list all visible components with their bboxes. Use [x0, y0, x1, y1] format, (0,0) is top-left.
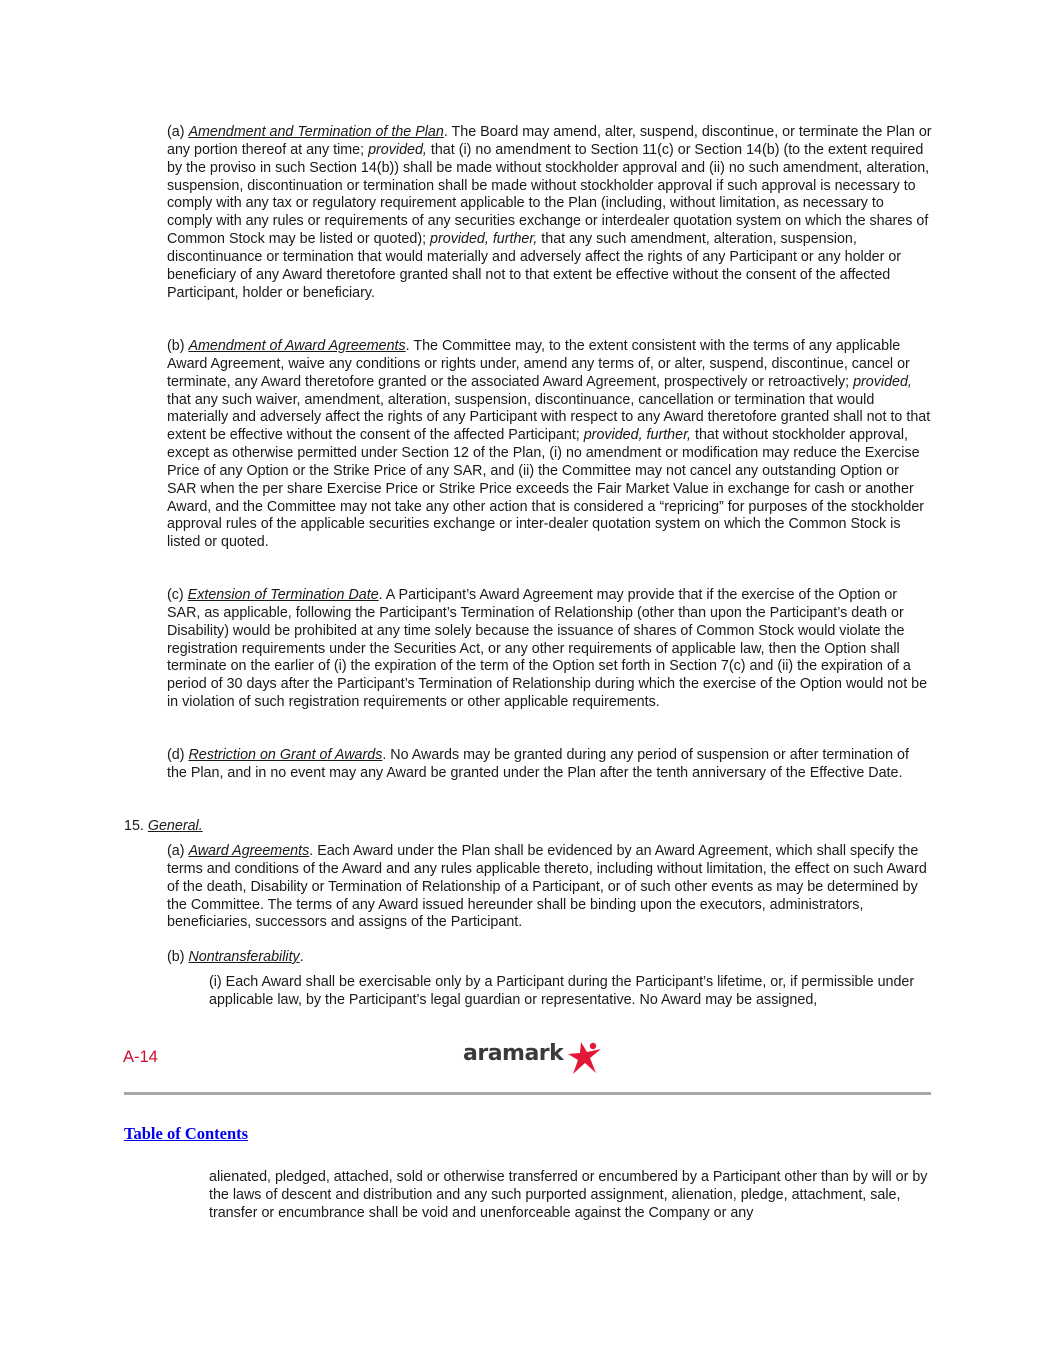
heading-nontransferability: Nontransferability	[188, 949, 300, 965]
label: (a)	[167, 124, 189, 140]
section-15-heading: 15. General.	[124, 818, 203, 834]
label: (b)	[167, 949, 189, 965]
paragraph-14c: (c) Extension of Termination Date. A Participant’s Award Agreement may provide that if the exercise of the Option or SAR, as applicable, following the Participant’s Termination of Relationship (other than upon the Participant’s death or Disability) would be prohibited at any time solely because the issuance of shares of Common Stock would violate the registration requirements under the Securities Act, or any other requirements of applicable law, then the Option shall terminate on the earlier of (i) the expiration of the term of the Option set forth in Section 7(c) and (ii) the expiration of a period of 30 days after the Participant’s Termination of Relationship during which the exercise of the Option would not be in violation of such registration requirements or other applicable requirements.	[167, 587, 928, 711]
heading-general: General.	[147, 818, 203, 834]
heading-award-agreements: Award Agreements	[188, 843, 310, 859]
logo-wordmark: aramark	[463, 1041, 564, 1066]
heading-extension-termination-date: Extension of Termination Date	[187, 587, 379, 603]
page-number: A-14	[123, 1048, 158, 1066]
label: (d)	[167, 747, 189, 763]
label: (a)	[167, 843, 189, 859]
paragraph-14a: (a) Amendment and Termination of the Plan. The Board may amend, alter, suspend, discontinue, or terminate the Plan or any portion thereof at any time; provided, that (i) no amendment to Section 11(c) or Section 14(b) (to the extent required by the proviso in such Section 14(b)) shall be made without stockholder approval and (ii) no such amendment, alteration, suspension, discontinuation or termination shall be made without stockholder approval if such approval is necessary to comply with any tax or regulatory requirement applicable to the Plan (including, without limitation, as necessary to comply with any rules or requirements of any securities exchange or interdealer quotation system on which the shares of Common Stock may be listed or quoted); provided, further, that any such amendment, alteration, suspension, discontinuance or termination that would materially and adversely affect the rights of any Participant or any holder or beneficiary of any Award theretofore granted shall not to that extent be effective without the consent of the affected Participant, holder or beneficiary.	[167, 124, 932, 301]
heading-restriction-grant: Restriction on Grant of Awards	[188, 747, 383, 763]
paragraph-14b: (b) Amendment of Award Agreements. The Committee may, to the extent consistent with the terms of any applicable Award Agreement, waive any conditions or rights under, amend any terms of, or alter, suspend, discontinue, cancel or terminate, any Award theretofore granted or the associated Award Agreement, prospectively or retroactively; provided, that any such waiver, amendment, alteration, suspension, discontinuance, cancellation or termination that would materially and adversely affect the rights of any Participant with respect to any Award theretofore granted shall not to that extent be effective without the consent of the affected Participant; provided, further, that without stockholder approval, except as otherwise permitted under Section 12 of the Plan, (i) no amendment or modification may reduce the Exercise Price of any Option or the Strike Price of any SAR, and (ii) the Committee may not cancel any outstanding Option or SAR when the per share Exercise Price or Strike Price exceeds the Fair Market Value in exchange for cash or another Award, and the Committee may not take any other action that is considered a “repricing” for purposes of the stockholder approval rules of the applicable securities exchange or inter-dealer quotation system on which the Common Stock is listed or quoted.	[167, 338, 931, 551]
table-of-contents-link[interactable]: Table of Contents	[124, 1124, 249, 1143]
paragraph-15b-i: (i) Each Award shall be exercisable only by a Participant during the Participant’s lifetime, or, if permissible under applicable law, by the Participant’s legal guardian or representative. No Award may be assigned,	[209, 974, 915, 1008]
paragraph-15a: (a) Award Agreements. Each Award under the Plan shall be evidenced by an Award Agreement, which shall specify the terms and conditions of the Award and any rules applicable thereto, including without limitation, the effect on such Award of the death, Disability or Termination of Relationship of a Participant, or of such other events as may be determined by the Committee. The terms of any Award issued hereunder shall be binding upon the executors, administrators, beneficiaries, successors and assigns of the Participant.	[167, 843, 927, 931]
aramark-logo	[463, 1040, 603, 1078]
heading-amendment-termination: Amendment and Termination of the Plan	[188, 124, 444, 140]
label: (c)	[167, 587, 188, 603]
star-head	[590, 1043, 596, 1049]
paragraph-15b: (b) Nontransferability.	[167, 949, 304, 965]
paragraph-14d: (d) Restriction on Grant of Awards. No Awards may be granted during any period of suspension or after termination of the Plan, and in no event may any Award be granted under the Plan after the tenth anniversary of the Effective Date.	[167, 747, 909, 781]
star-person-icon	[567, 1040, 603, 1076]
page-divider	[124, 1092, 931, 1095]
heading-amendment-award-agreements: Amendment of Award Agreements	[188, 338, 406, 354]
label: (b)	[167, 338, 189, 354]
continuation-paragraph: alienated, pledged, attached, sold or otherwise transferred or encumbered by a Participant other than by will or by the laws of descent and distribution and any such purported assignment, alienation, pledge, attachment, sale, transfer or encumbrance shall be void and unenforceable against the Company or any	[209, 1169, 928, 1221]
